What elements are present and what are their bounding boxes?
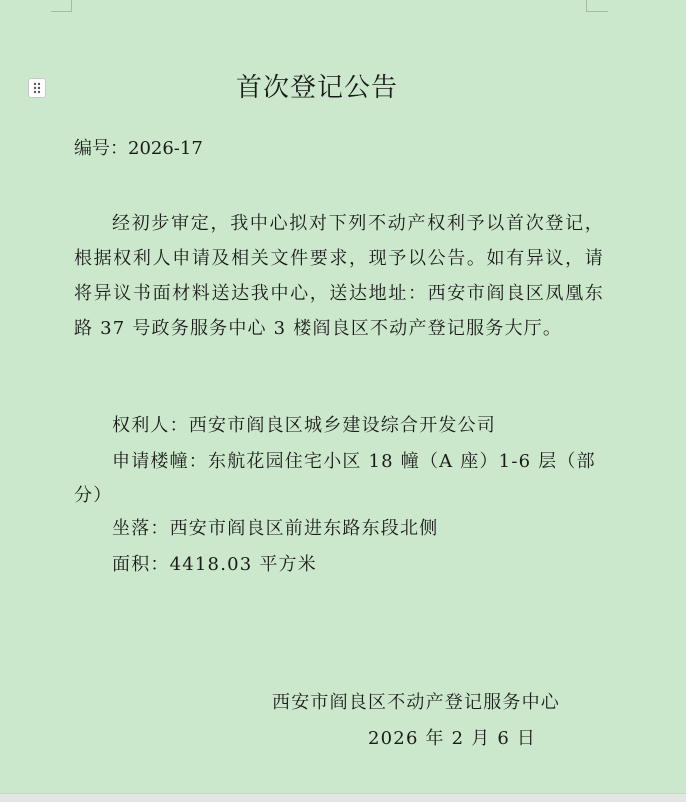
signature-organization: 西安市阎良区不动产登记服务中心 bbox=[272, 692, 560, 713]
notice-code: 编号：2026-17 bbox=[74, 138, 203, 159]
field-owner: 权利人：西安市阎良区城乡建设综合开发公司 bbox=[112, 415, 496, 436]
notice-title: 首次登记公告 bbox=[235, 73, 398, 103]
notice-body-paragraph: 经初步审定，我中心拟对下列不动产权利予以首次登记，根据权利人申请及相关文件要求，现予以公告。如有异议，请将异议书面材料送达我中心，送达地址：西安市阎良区凤凰东路 37 号政务服务中心 3 楼阎良区不动产登记服务大厅。 bbox=[74, 213, 604, 339]
crop-mark-top-right-horizontal bbox=[586, 11, 608, 12]
field-building: 申请楼幢：东航花园住宅小区 18 幢（A 座）1-6 层（部分） bbox=[74, 451, 596, 506]
signature-date: 2026 年 2 月 6 日 bbox=[368, 728, 537, 749]
crop-mark-top-left-horizontal bbox=[51, 11, 72, 12]
field-area: 面积：4418.03 平方米 bbox=[112, 554, 317, 575]
field-location: 坐落：西安市阎良区前进东路东段北侧 bbox=[112, 518, 439, 539]
